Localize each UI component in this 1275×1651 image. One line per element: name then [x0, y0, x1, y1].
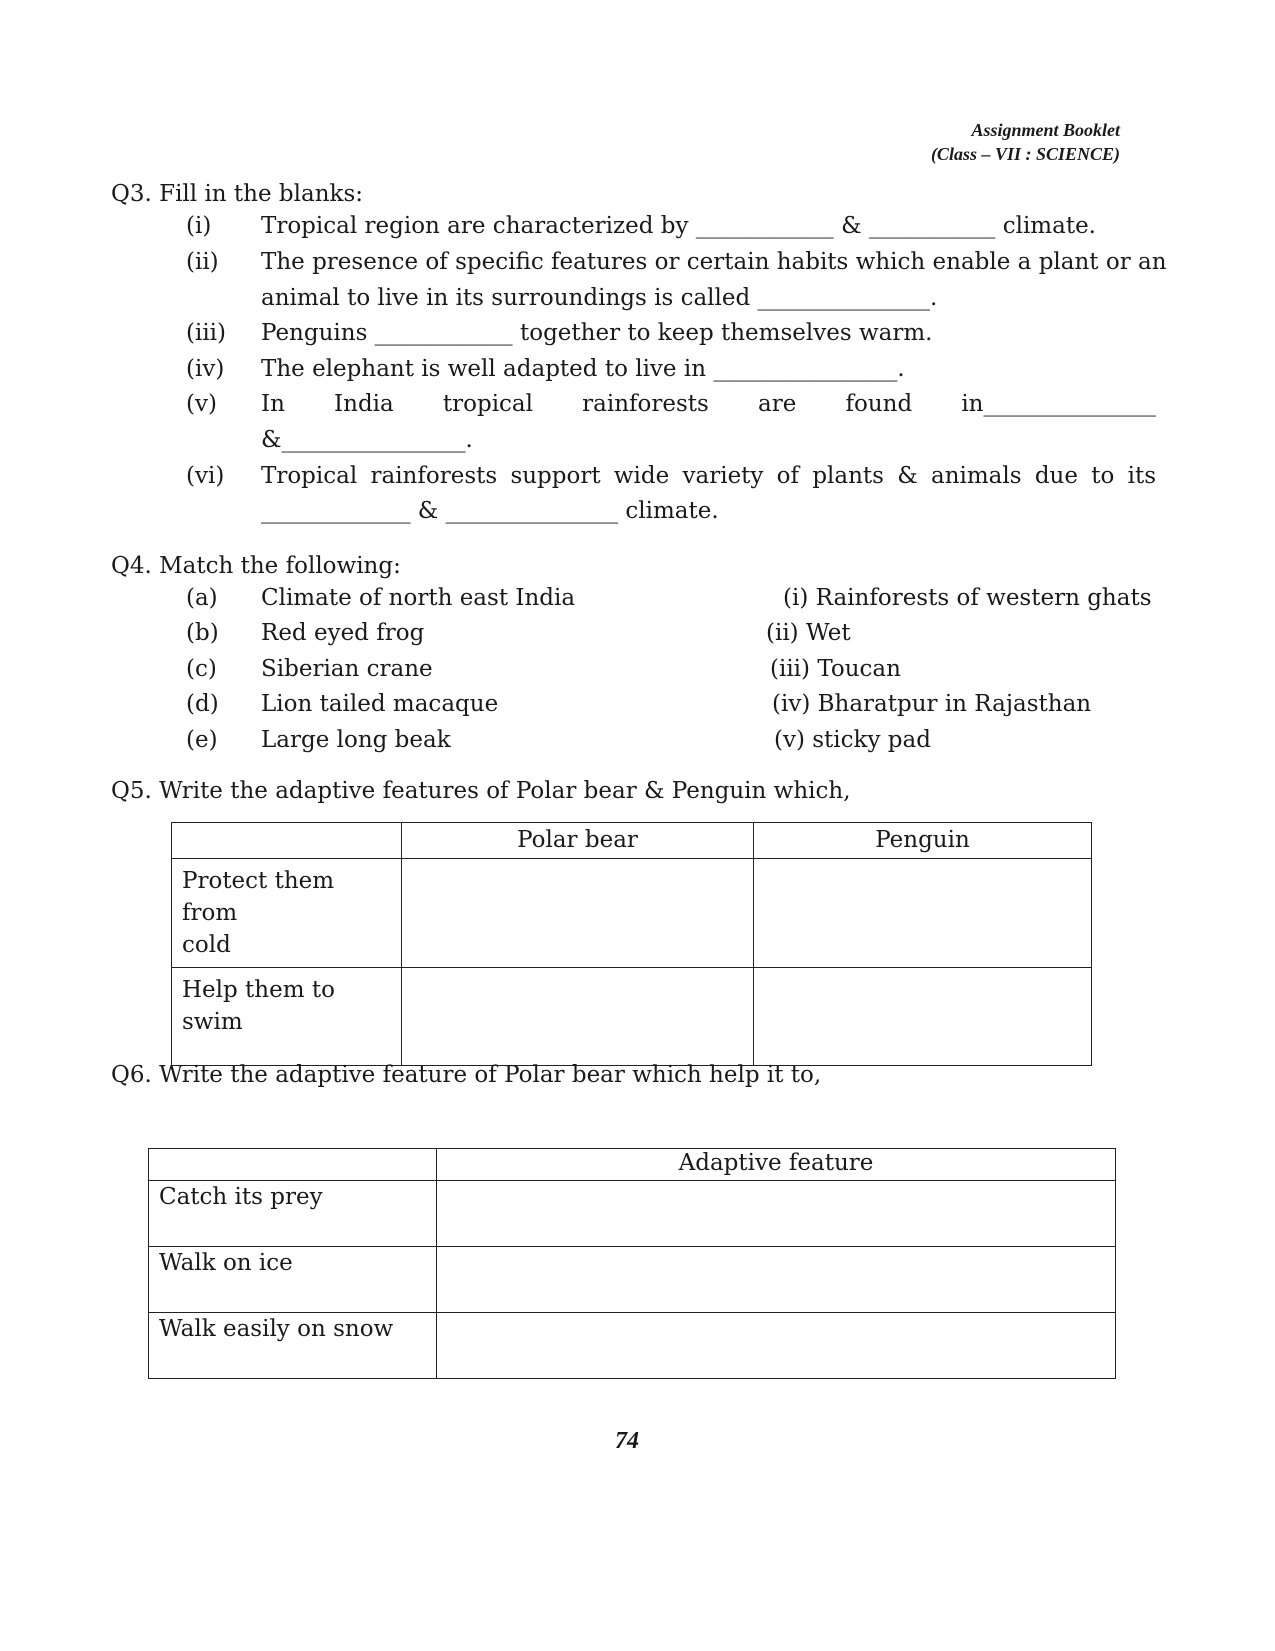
match-right-item: (v) sticky pad — [774, 727, 931, 753]
q3-item-text-cont: _____________ & _______________ climate. — [261, 498, 719, 524]
match-left-text: Lion tailed macaque — [261, 691, 499, 717]
q3-item-text: Tropical rainforests support wide variety of plants & animals due to its — [261, 463, 1156, 489]
q3-item-text-cont: animal to live in its surroundings is called _______________. — [261, 285, 938, 311]
match-left-num: (b) — [186, 620, 219, 646]
q3-item-num: (iv) — [186, 356, 225, 382]
q5-row-label: Protect them from cold — [172, 859, 402, 968]
match-left-num: (e) — [186, 727, 218, 753]
q5-header-polar-bear: Polar bear — [402, 823, 754, 859]
answer-cell[interactable] — [437, 1181, 1116, 1247]
q6-corner-cell — [149, 1149, 437, 1181]
answer-cell[interactable] — [402, 859, 754, 968]
match-left-text: Siberian crane — [261, 656, 433, 682]
match-right-item: (iv) Bharatpur in Rajasthan — [772, 691, 1092, 717]
q3-item-num: (v) — [186, 391, 217, 417]
match-left-text: Climate of north east India — [261, 585, 576, 611]
q4-title: Q4. Match the following: — [111, 553, 401, 579]
q3-item-text: Penguins ____________ together to keep themselves warm. — [261, 320, 933, 346]
q6-title: Q6. Write the adaptive feature of Polar bear which help it to, — [111, 1062, 822, 1088]
q6-table — [148, 1148, 1116, 1379]
match-left-text: Large long beak — [261, 727, 451, 753]
q3-item-num: (iii) — [186, 320, 227, 346]
match-left-num: (a) — [186, 585, 218, 611]
q5-title: Q5. Write the adaptive features of Polar bear & Penguin which, — [111, 778, 851, 804]
q3-title: Q3. Fill in the blanks: — [111, 181, 364, 207]
match-right-item: (i) Rainforests of western ghats — [783, 585, 1152, 611]
q5-header-penguin: Penguin — [754, 823, 1092, 859]
q3-item-num: (i) — [186, 213, 212, 239]
q5-row-label: Help them to swim — [172, 968, 402, 1066]
match-left-num: (c) — [186, 656, 217, 682]
q3-item-num: (ii) — [186, 249, 219, 275]
q5-corner-cell — [172, 823, 402, 859]
q6-row-label: Walk on ice — [149, 1247, 437, 1313]
q5-table — [171, 822, 1092, 1066]
q6-header-adaptive-feature: Adaptive feature — [437, 1149, 1116, 1181]
q3-item-text: Tropical region are characterized by ____________ & ___________ climate. — [261, 213, 1096, 239]
q3-item-num: (vi) — [186, 463, 225, 489]
q3-item-text: In India tropical rainforests are found in_______________ — [261, 391, 1156, 417]
q3-item-text-cont: &________________. — [261, 427, 473, 453]
class-subject: (Class – VII : SCIENCE) — [930, 144, 1120, 164]
match-left-text: Red eyed frog — [261, 620, 425, 646]
answer-cell[interactable] — [754, 968, 1092, 1066]
match-right-item: (iii) Toucan — [770, 656, 901, 682]
booklet-title: Assignment Booklet — [971, 120, 1120, 140]
answer-cell[interactable] — [402, 968, 754, 1066]
q6-row-label: Catch its prey — [149, 1181, 437, 1247]
match-right-item: (ii) Wet — [766, 620, 851, 646]
answer-cell[interactable] — [437, 1247, 1116, 1313]
q3-item-text: The presence of specific features or certain habits which enable a plant or an — [261, 249, 1167, 275]
page-number: 74 — [615, 1428, 639, 1454]
q6-row-label: Walk easily on snow — [149, 1313, 437, 1379]
match-left-num: (d) — [186, 691, 219, 717]
answer-cell[interactable] — [754, 859, 1092, 968]
answer-cell[interactable] — [437, 1313, 1116, 1379]
q3-item-text: The elephant is well adapted to live in ________________. — [261, 356, 905, 382]
